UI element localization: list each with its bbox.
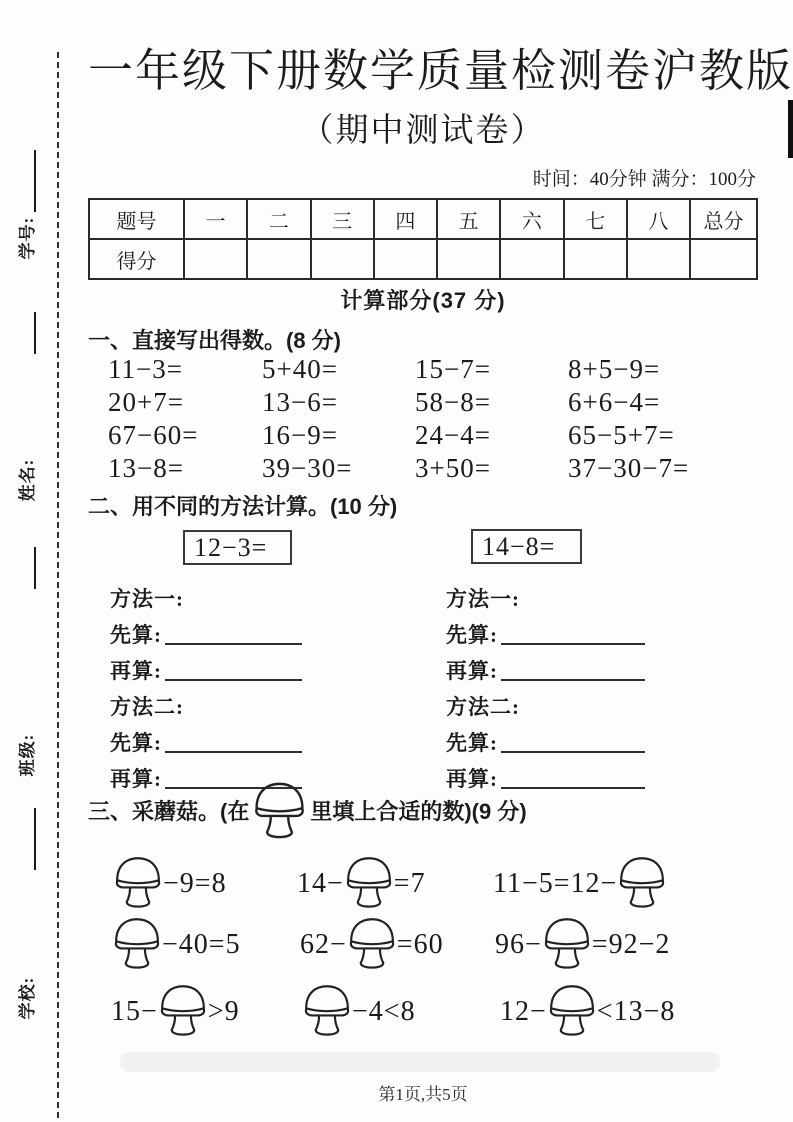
equation-post: >9 — [207, 996, 240, 1027]
then-step-row — [110, 649, 302, 685]
equation-pre: 12− — [500, 996, 547, 1027]
method-label-text: 方法二: — [446, 695, 520, 719]
score-header-cell: 五 — [437, 199, 500, 239]
score-cell — [247, 239, 310, 279]
answer-blank-line — [501, 750, 645, 753]
method-column-right — [446, 577, 645, 793]
answer-blank-line — [165, 678, 302, 681]
mushroom-equation — [113, 852, 227, 912]
then-step-label: 再算: — [446, 767, 498, 791]
first-step-label: 先算: — [446, 731, 498, 755]
equation: 65−5+7= — [568, 420, 675, 450]
score-header-cell: 七 — [564, 199, 627, 239]
mushroom-icon — [344, 855, 394, 909]
method-label-text: 方法二: — [110, 695, 184, 719]
scan-smudge — [120, 1052, 720, 1072]
equation-post: −9=8 — [163, 868, 227, 899]
page-title: 一年级下册数学质量检测卷沪教版 — [88, 46, 793, 96]
score-header-cell: 三 — [311, 199, 374, 239]
score-cell — [437, 239, 500, 279]
first-step-row — [446, 613, 645, 649]
equation-pre: 96− — [495, 929, 542, 960]
page-number: 第1页,共5页 — [378, 1085, 468, 1104]
section3-heading-post: 里填上合适的数)(9 分) — [310, 798, 527, 824]
section1-heading: 一、直接写出得数。(8 分) — [88, 328, 342, 353]
answer-blank-line — [165, 642, 302, 645]
score-cell — [500, 239, 563, 279]
mushroom-icon — [252, 780, 307, 840]
mushroom-equation — [495, 913, 670, 973]
mushroom-icon — [302, 983, 352, 1037]
equation: 39−30= — [262, 453, 353, 483]
school-label: 学校: — [17, 976, 37, 1020]
equation: 5+40= — [262, 354, 338, 384]
mushroom-icon — [617, 855, 667, 909]
first-step-label: 先算: — [110, 623, 162, 647]
score-cell — [374, 239, 437, 279]
score-table-points-row — [89, 239, 757, 279]
method1-label — [110, 577, 302, 613]
mushroom-icon — [347, 916, 397, 970]
then-step-label: 再算: — [110, 659, 162, 683]
equation: 3+50= — [415, 453, 491, 483]
points-row-label: 得分 — [89, 239, 184, 279]
score-cell — [690, 239, 757, 279]
mushroom-equation — [111, 980, 240, 1040]
first-step-row — [110, 721, 302, 757]
equation: 58−8= — [415, 387, 491, 417]
equation: 67−60= — [108, 420, 199, 450]
sidebar-rule — [34, 547, 36, 589]
method-label-text: 方法一: — [110, 587, 184, 611]
score-cell — [564, 239, 627, 279]
score-header-cell: 六 — [500, 199, 563, 239]
section1-problem-grid — [108, 354, 758, 486]
equation-pre: 14− — [297, 868, 344, 899]
mushroom-icon — [112, 916, 162, 970]
sidebar-rule — [34, 312, 36, 354]
score-header-cell: 一 — [184, 199, 247, 239]
sidebar-rule — [34, 808, 36, 870]
score-cell — [627, 239, 690, 279]
section3-heading — [88, 788, 527, 832]
sidebar-rule — [34, 150, 36, 212]
equation-pre: 62− — [300, 929, 347, 960]
equation-pre: 11−5=12− — [493, 868, 618, 899]
equation: 13−8= — [108, 453, 184, 483]
score-table — [88, 198, 758, 280]
mushroom-icon — [113, 855, 163, 909]
equation: 11−3= — [108, 354, 183, 384]
name-label: 姓名: — [17, 458, 37, 502]
boxed-problem-1: 12−3= — [183, 530, 292, 565]
first-step-row — [110, 613, 302, 649]
scan-edge-mark — [788, 100, 793, 158]
answer-blank-line — [501, 678, 645, 681]
mushroom-icon — [547, 983, 597, 1037]
equation: 37−30−7= — [568, 453, 690, 483]
score-header-cell: 二 — [247, 199, 310, 239]
page-subtitle: （期中测试卷） — [300, 113, 546, 149]
equation: 6+6−4= — [568, 387, 661, 417]
equation: 16−9= — [262, 420, 338, 450]
answer-blank-line — [165, 750, 302, 753]
equation-post: =60 — [396, 929, 444, 960]
mushroom-icon — [158, 983, 208, 1037]
binding-dashed-line — [57, 52, 59, 1118]
score-cell — [311, 239, 374, 279]
equation: 8+5−9= — [568, 354, 661, 384]
score-header-cell: 八 — [627, 199, 690, 239]
student-id-label: 学号: — [17, 216, 37, 260]
equation-post: −40=5 — [162, 929, 241, 960]
calculation-part-title: 计算部分(37 分) — [340, 288, 506, 313]
mushroom-equation — [493, 852, 667, 912]
equation-post: =7 — [393, 868, 426, 899]
method2-label — [446, 685, 645, 721]
first-step-row — [446, 721, 645, 757]
equation: 20+7= — [108, 387, 184, 417]
mushroom-equation — [302, 980, 416, 1040]
equation-pre: 15− — [111, 996, 158, 1027]
method2-label — [110, 685, 302, 721]
mushroom-equation — [297, 852, 426, 912]
first-step-label: 先算: — [110, 731, 162, 755]
section3-heading-pre: 三、采蘑菇。(在 — [88, 798, 250, 824]
equation: 13−6= — [262, 387, 338, 417]
score-table-header-row — [89, 199, 757, 239]
equation: 15−7= — [415, 354, 491, 384]
section2-heading: 二、用不同的方法计算。(10 分) — [88, 494, 398, 519]
mushroom-equation — [500, 980, 675, 1040]
score-header-cell: 题号 — [89, 199, 184, 239]
first-step-label: 先算: — [446, 623, 498, 647]
boxed-problem-2: 14−8= — [471, 529, 582, 564]
equation-post: =92−2 — [591, 929, 671, 960]
time-score-meta: 时间：40分钟 满分：100分 — [532, 169, 756, 190]
answer-blank-line — [501, 642, 645, 645]
equation-post: <13−8 — [596, 996, 676, 1027]
then-step-label: 再算: — [110, 767, 162, 791]
class-label: 班级: — [17, 733, 37, 777]
score-header-cell: 四 — [374, 199, 437, 239]
method1-label — [446, 577, 645, 613]
score-cell — [184, 239, 247, 279]
score-header-cell: 总分 — [690, 199, 757, 239]
mushroom-equation — [300, 913, 444, 973]
equation: 24−4= — [415, 420, 491, 450]
method-label-text: 方法一: — [446, 587, 520, 611]
equation-post: −4<8 — [352, 996, 416, 1027]
mushroom-icon — [542, 916, 592, 970]
then-step-row — [446, 649, 645, 685]
mushroom-equation — [112, 913, 241, 973]
method-column-left — [110, 577, 302, 793]
then-step-label: 再算: — [446, 659, 498, 683]
